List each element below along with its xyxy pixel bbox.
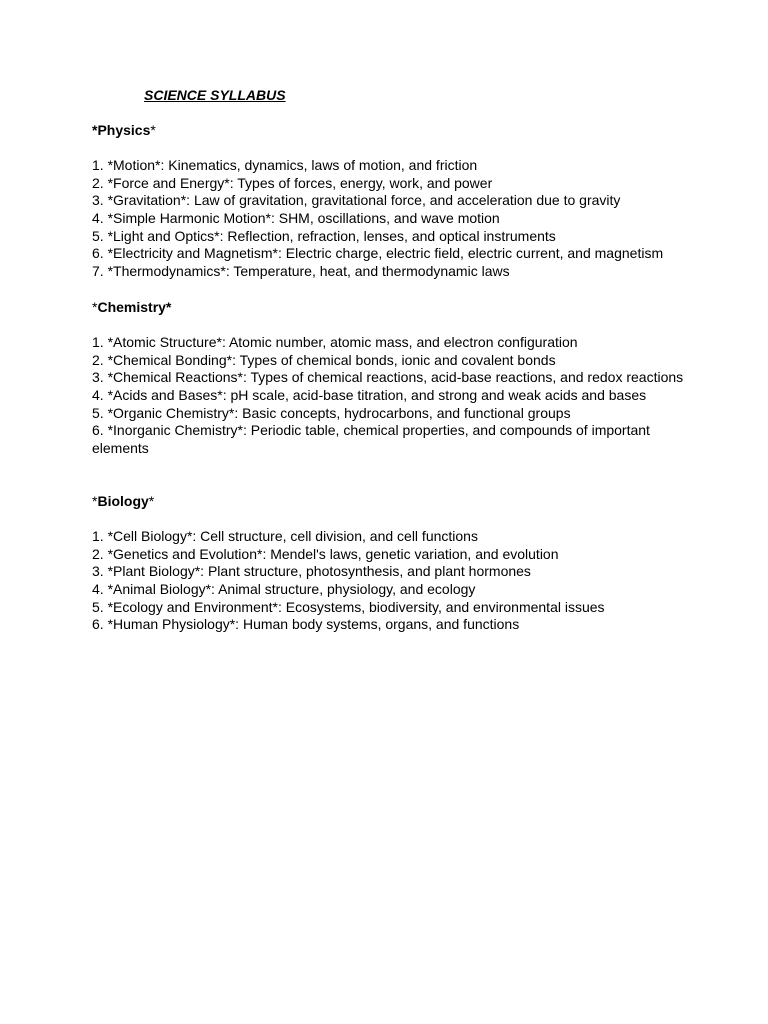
section-physics xyxy=(92,122,692,280)
list-item: 2. *Chemical Bonding*: Types of chemical bonds, ionic and covalent bonds xyxy=(92,351,556,368)
list-item: 3. *Gravitation*: Law of gravitation, gravitational force, and acceleration due to gravity xyxy=(92,192,621,209)
section-heading-biology: *Biology* xyxy=(92,493,155,509)
list-item: 1. *Motion*: Kinematics, dynamics, laws of motion, and friction xyxy=(92,157,478,174)
list-item: 3. *Plant Biology*: Plant structure, photosynthesis, and plant hormones xyxy=(92,563,531,580)
section-heading-physics: *Physics* xyxy=(92,122,156,138)
list-item: 5. *Organic Chemistry*: Basic concepts, hydrocarbons, and functional groups xyxy=(92,404,571,421)
section-chemistry xyxy=(92,299,692,457)
list-item: 5. *Light and Optics*: Reflection, refraction, lenses, and optical instruments xyxy=(92,227,556,244)
section-heading-chemistry: *Chemistry* xyxy=(92,299,172,315)
list-item: 1. *Cell Biology*: Cell structure, cell division, and cell functions xyxy=(92,528,478,545)
topic-list-chemistry xyxy=(92,334,692,457)
list-item: 3. *Chemical Reactions*: Types of chemical reactions, acid-base reactions, and redox reactions xyxy=(92,369,684,386)
list-item: 6. *Electricity and Magnetism*: Electric charge, electric field, electric current, and magnetism xyxy=(92,245,664,262)
list-item: 4. *Acids and Bases*: pH scale, acid-base titration, and strong and weak acids and bases xyxy=(92,386,647,403)
list-item: 5. *Ecology and Environment*: Ecosystems, biodiversity, and environmental issues xyxy=(92,598,605,615)
list-item: 4. *Simple Harmonic Motion*: SHM, oscillations, and wave motion xyxy=(92,209,500,226)
section-biology xyxy=(92,493,692,634)
document-title: SCIENCE SYLLABUS xyxy=(144,87,286,103)
list-item: 2. *Force and Energy*: Types of forces, energy, work, and power xyxy=(92,174,493,191)
topic-list-biology xyxy=(92,528,692,634)
list-item: 4. *Animal Biology*: Animal structure, physiology, and ecology xyxy=(92,580,476,597)
list-item: 6. *Inorganic Chemistry*: Periodic table, chemical properties, and compounds of important elements xyxy=(92,422,650,456)
list-item: 1. *Atomic Structure*: Atomic number, atomic mass, and electron configuration xyxy=(92,334,578,351)
list-item: 2. *Genetics and Evolution*: Mendel's laws, genetic variation, and evolution xyxy=(92,545,559,562)
list-item: 6. *Human Physiology*: Human body systems, organs, and functions xyxy=(92,616,520,633)
list-item: 7. *Thermodynamics*: Temperature, heat, and thermodynamic laws xyxy=(92,262,510,279)
topic-list-physics xyxy=(92,157,692,280)
